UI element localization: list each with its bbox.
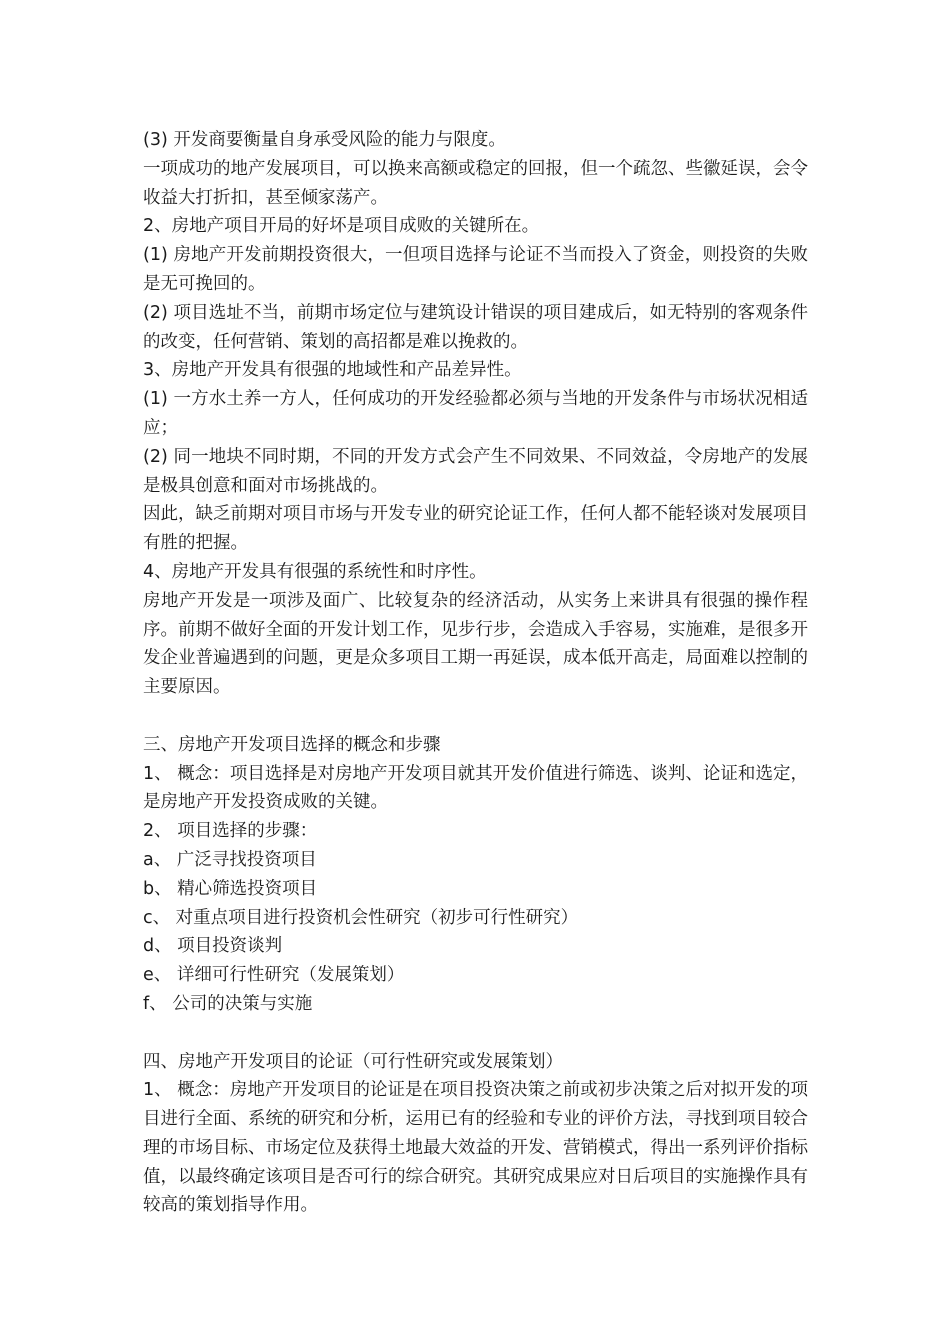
paragraph: (2) 项目选址不当，前期市场定位与建筑设计错误的项目建成后，如无特别的客观条件的改变，任何营销、策划的高招都是难以挽救的。 — [143, 302, 808, 352]
paragraph: 一项成功的地产发展项目，可以换来高额或稳定的回报，但一个疏忽、些徽延误，会令收益大打折扣，甚至倾家荡产。 — [143, 158, 808, 208]
list-item: a、 广泛寻找投资项目 — [143, 849, 317, 870]
paragraph: 房地产开发是一项涉及面广、比较复杂的经济活动，从实务上来讲具有很强的操作程序。前期不做好全面的开发计划工作，见步行步，会造成入手容易，实施难，是很多开发企业普遍遇到的问题，更是众多项目工期一再延误，成本低开高走，局面难以控制的主要原因。 — [143, 590, 808, 698]
paragraph: 2、房地产项目开局的好坏是项目成败的关键所在。 — [143, 216, 540, 237]
document-page — [143, 126, 808, 1220]
list-item: c、 对重点项目进行投资机会性研究（初步可行性研究） — [143, 907, 579, 928]
paragraph: 2、 项目选择的步骤： — [143, 821, 318, 842]
paragraph: (3) 开发商要衡量自身承受风险的能力与限度。 — [143, 130, 506, 150]
list-item: e、 详细可行性研究（发展策划） — [143, 965, 405, 986]
paragraph: (2) 同一地块不同时期，不同的开发方式会产生不同效果、不同效益，令房地产的发展是极具创意和面对市场挑战的。 — [143, 446, 808, 496]
paragraph: (1) 一方水土养一方人，任何成功的开发经验都必须与当地的开发条件与市场状况相适应； — [143, 389, 808, 438]
list-item: b、 精心筛选投资项目 — [143, 878, 318, 899]
paragraph: (1) 房地产开发前期投资很大，一但项目选择与论证不当而投入了资金，则投资的失败是无可挽回的。 — [143, 245, 808, 294]
paragraph: 3、房地产开发具有很强的地域性和产品差异性。 — [143, 360, 522, 381]
paragraph: 1、 概念：房地产开发项目的论证是在项目投资决策之前或初步决策之后对拟开发的项目进行全面、系统的研究和分析，运用已有的经验和专业的评价方法，寻找到项目较合理的市场目标、市场定位及获得土地最大效益的开发、营销模式，得出一系列评价指标值，以最终确定该项目是否可行的综合研究。其研究成果应对日后项目的实施操作具有较高的策划指导作用。 — [143, 1080, 808, 1216]
list-item: f、 公司的决策与实施 — [143, 993, 313, 1014]
blank-line — [143, 702, 808, 731]
list-item: d、 项目投资谈判 — [143, 936, 283, 957]
blank-line — [143, 1019, 808, 1048]
section-heading: 四、房地产开发项目的论证（可行性研究或发展策划） — [143, 1051, 563, 1072]
paragraph: 4、房地产开发具有很强的系统性和时序性。 — [143, 561, 487, 582]
section-heading: 三、房地产开发项目选择的概念和步骤 — [143, 734, 441, 755]
paragraph: 1、 概念：项目选择是对房地产开发项目就其开发价值进行筛选、谈判、论证和选定，是房地产开发投资成败的关键。 — [143, 763, 808, 813]
paragraph: 因此，缺乏前期对项目市场与开发专业的研究论证工作，任何人都不能轻谈对发展项目有胜的把握。 — [143, 504, 808, 554]
